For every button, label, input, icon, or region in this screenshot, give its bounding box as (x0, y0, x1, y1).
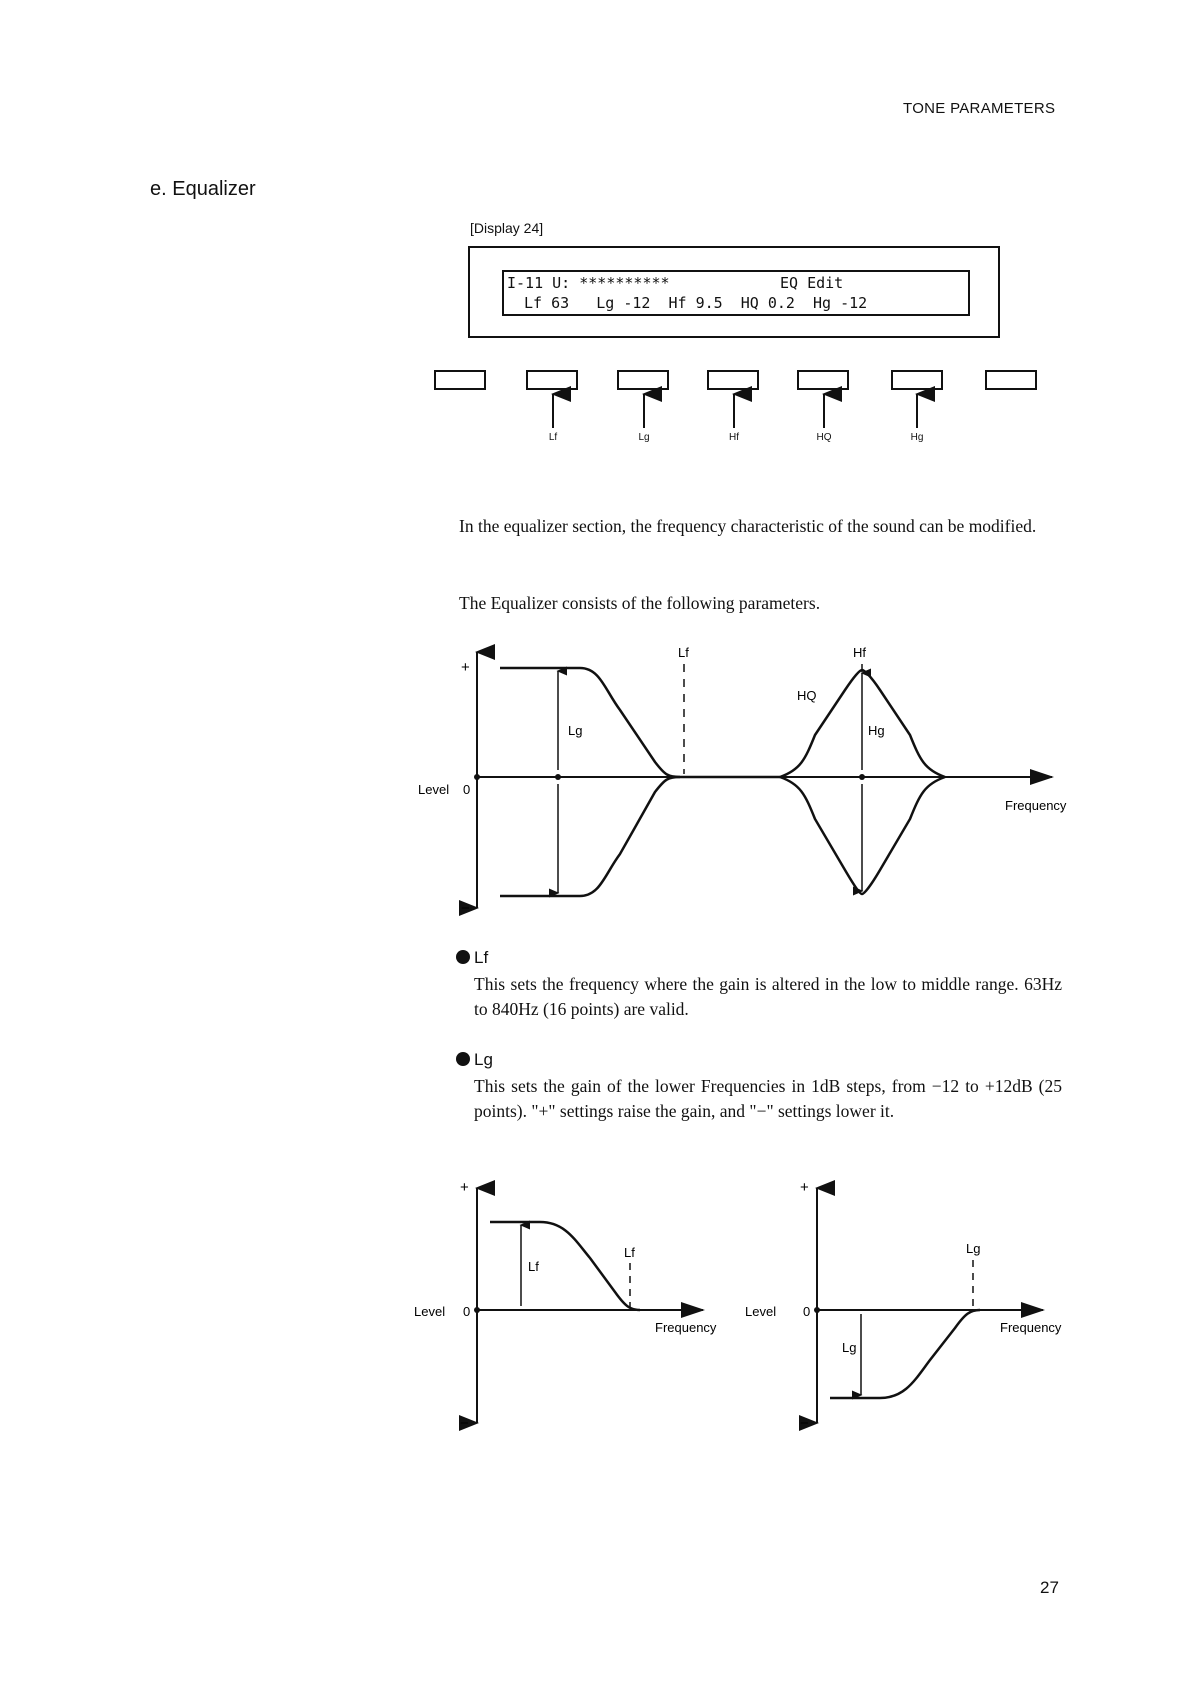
hq-label: HQ (797, 688, 817, 703)
button-label-lg: Lg (638, 432, 650, 443)
button-label-hq: HQ (816, 432, 832, 443)
svg-text:Frequency: Frequency (655, 1320, 717, 1335)
svg-text:+: + (800, 1180, 809, 1196)
hf-label: Hf (853, 645, 866, 660)
svg-text:Level: Level (414, 1304, 446, 1319)
small-eq-diagrams (0, 1180, 1190, 1440)
svg-text:Frequency: Frequency (1000, 1320, 1062, 1335)
running-header: TONE PARAMETERS (903, 100, 1056, 117)
hg-label: Hg (868, 723, 885, 738)
axis-minus: − (461, 900, 470, 917)
svg-text:−: − (460, 1415, 469, 1432)
svg-text:+: + (460, 1180, 469, 1196)
svg-text:Lg: Lg (842, 1340, 857, 1355)
low-shelf-boost-curve (500, 668, 680, 777)
axis-plus: + (461, 659, 470, 676)
bullet-text-lf: This sets the frequency where the gain is altered in the low to middle range. 63Hz to 840Hz (16 points) are valid. (474, 974, 1062, 1019)
frequency-label: Frequency (1005, 798, 1067, 813)
lg-label: Lg (568, 723, 583, 738)
bullet-icon (456, 950, 470, 964)
bullet-icon (456, 1052, 470, 1066)
intro-paragraph: In the equalizer section, the frequency characteristic of the sound can be modified. (459, 516, 1037, 536)
display-caption: [Display 24] (470, 220, 544, 236)
lcd-line1-left: I-11 U: ********** (507, 274, 670, 292)
bullet-text-lg: This sets the gain of the lower Frequencies in 1dB steps, from −12 to +12dB (25 points). "+" settings raise the gain, and "−" settings lower it. (474, 1076, 1062, 1121)
svg-text:0: 0 (803, 1304, 811, 1319)
bullet-heading-lf: Lf (456, 948, 488, 968)
svg-text:Lf: Lf (624, 1245, 635, 1260)
lf-label: Lf (678, 645, 689, 660)
bullet-heading-lg: Lg (456, 1050, 493, 1070)
svg-text:Lf: Lf (528, 1259, 539, 1274)
button-label-lf: Lf (548, 432, 558, 443)
zero-label: 0 (463, 782, 471, 797)
section-title: e. Equalizer (150, 178, 256, 200)
lcd-line2: Lf 63 Lg -12 Hf 9.5 HQ 0.2 Hg -12 (524, 294, 868, 312)
lg-diagram (745, 1180, 1062, 1432)
button-label-hg: Hg (910, 432, 924, 443)
lf-diagram (414, 1180, 717, 1432)
svg-text:−: − (800, 1415, 809, 1432)
svg-text:Level: Level (745, 1304, 777, 1319)
intro-paragraph-2: The Equalizer consists of the following parameters. (459, 593, 821, 613)
button-label-hf: Hf (729, 432, 739, 443)
low-shelf-cut-curve (500, 777, 680, 896)
level-label: Level (418, 782, 450, 797)
svg-text:0: 0 (463, 1304, 471, 1319)
page-number: 27 (1040, 1578, 1059, 1597)
svg-text:Lg: Lg (966, 1241, 981, 1256)
lcd-line1-right: EQ Edit (780, 274, 844, 292)
